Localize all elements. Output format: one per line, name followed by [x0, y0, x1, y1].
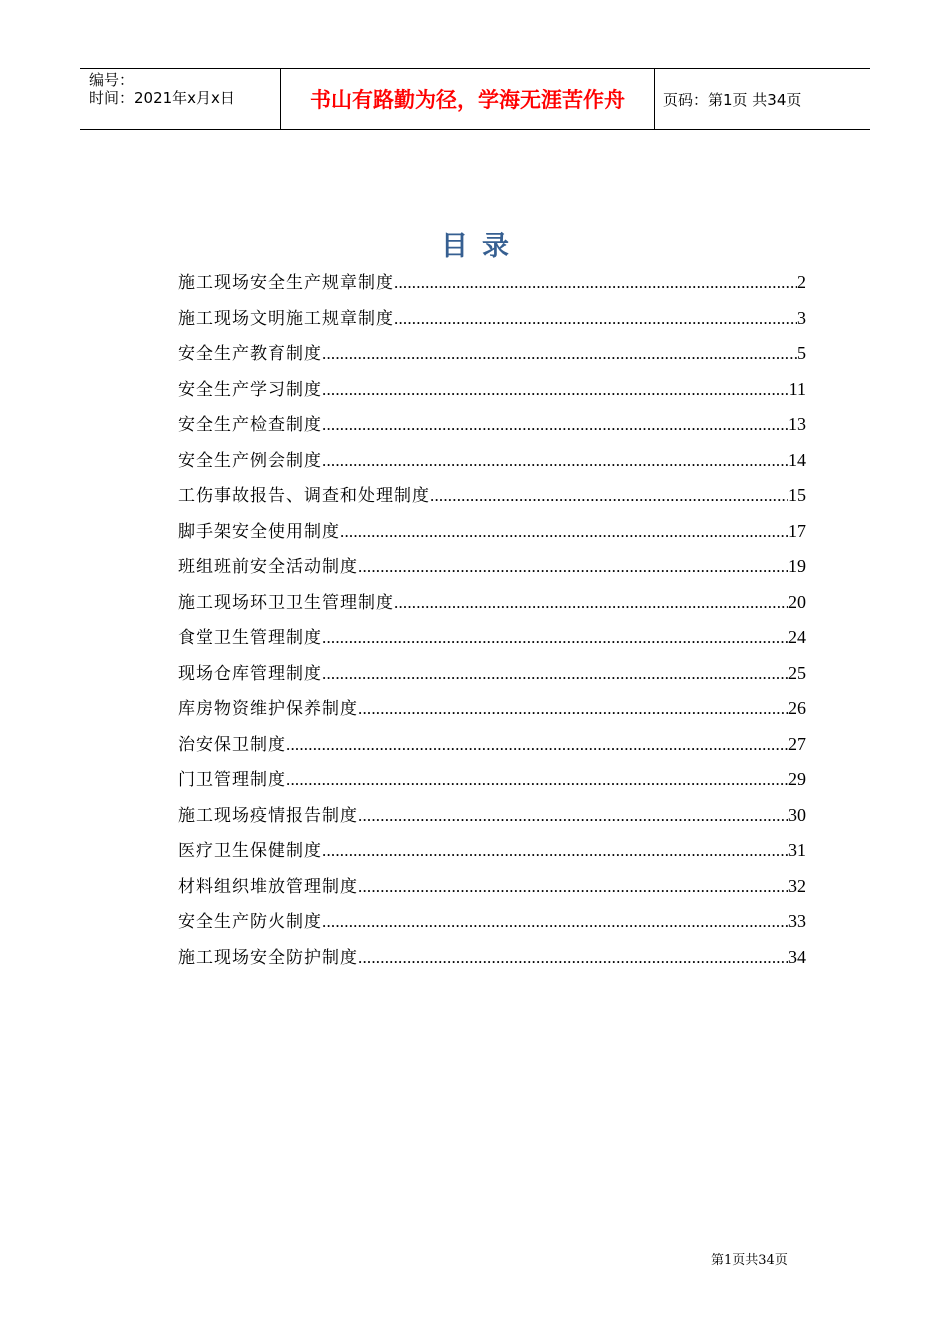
toc-entry-label: 施工现场疫情报告制度 — [178, 805, 358, 826]
toc-entry-label: 安全生产防火制度 — [178, 912, 322, 932]
toc-dot-leader — [286, 735, 788, 755]
toc-entry[interactable] — [178, 659, 806, 695]
toc-entry[interactable] — [178, 588, 806, 624]
toc-dot-leader — [322, 664, 788, 684]
toc-dot-leader — [322, 628, 788, 648]
toc-entry-page: 32 — [788, 875, 806, 896]
toc-entry-label: 库房物资维护保养制度 — [178, 699, 358, 719]
toc-entry-label: 脚手架安全使用制度 — [178, 521, 340, 542]
toc-dot-leader — [358, 806, 788, 826]
toc-entry[interactable] — [178, 623, 806, 659]
toc-entry-page: 5 — [797, 343, 806, 363]
toc-dot-leader — [322, 841, 788, 861]
toc-entry[interactable] — [178, 552, 806, 588]
toc-entry-label: 施工现场环卫卫生管理制度 — [178, 592, 394, 613]
toc-entry-page: 25 — [788, 662, 806, 683]
number-label: 编号： — [89, 71, 135, 89]
toc-entry-label: 治安保卫制度 — [178, 734, 286, 755]
toc-dot-leader — [322, 380, 789, 400]
toc-list — [178, 268, 806, 978]
toc-entry-label: 现场仓库管理制度 — [178, 663, 322, 684]
toc-entry-label: 安全生产学习制度 — [178, 379, 322, 400]
toc-dot-leader — [394, 273, 797, 293]
header-motto: 书山有路勤为径，学海无涯苦作舟 — [281, 69, 655, 129]
toc-entry-label: 食堂卫生管理制度 — [178, 628, 322, 648]
toc-entry-page: 17 — [788, 520, 806, 541]
toc-dot-leader — [322, 415, 788, 435]
header-page-info: 页码：第1页 共34页 — [663, 90, 802, 109]
toc-entry[interactable] — [178, 375, 806, 411]
toc-entry-page: 3 — [797, 307, 806, 328]
toc-dot-leader — [358, 699, 788, 719]
toc-entry[interactable] — [178, 765, 806, 801]
toc-entry[interactable] — [178, 304, 806, 340]
toc-entry-page: 33 — [788, 911, 806, 931]
toc-entry[interactable] — [178, 730, 806, 766]
toc-entry[interactable] — [178, 446, 806, 482]
toc-dot-leader — [394, 309, 797, 329]
toc-dot-leader — [394, 593, 788, 613]
toc-entry-label: 安全生产检查制度 — [178, 415, 322, 435]
toc-entry-page: 11 — [788, 378, 806, 399]
toc-entry[interactable] — [178, 872, 806, 908]
toc-entry[interactable] — [178, 517, 806, 553]
toc-entry-label: 班组班前安全活动制度 — [178, 557, 358, 577]
toc-entry[interactable] — [178, 907, 806, 943]
header-meta-cell — [80, 69, 281, 129]
toc-entry-page: 31 — [788, 840, 806, 860]
toc-entry-page: 14 — [788, 449, 806, 470]
toc-entry[interactable] — [178, 801, 806, 837]
toc-entry-page: 24 — [788, 627, 806, 647]
toc-entry[interactable] — [178, 836, 806, 872]
toc-entry-page: 19 — [788, 556, 806, 576]
toc-entry[interactable] — [178, 268, 806, 304]
toc-entry-page: 26 — [788, 698, 806, 718]
toc-entry-page: 30 — [788, 804, 806, 825]
toc-dot-leader — [322, 912, 788, 932]
toc-dot-leader — [358, 948, 788, 968]
footer-page-info: 第1页共34页 — [711, 1253, 788, 1268]
toc-entry-label: 施工现场安全生产规章制度 — [178, 273, 394, 293]
toc-entry-page: 2 — [797, 272, 806, 292]
toc-dot-leader — [286, 770, 788, 790]
toc-dot-leader — [340, 522, 788, 542]
toc-dot-leader — [322, 344, 797, 364]
toc-entry-page: 29 — [788, 769, 806, 789]
toc-entry-page: 20 — [788, 591, 806, 612]
toc-entry-label: 安全生产例会制度 — [178, 450, 322, 471]
toc-dot-leader — [322, 451, 788, 471]
toc-entry-label: 门卫管理制度 — [178, 770, 286, 790]
toc-dot-leader — [358, 557, 788, 577]
time-label: 时间：2021年x月x日 — [89, 89, 235, 107]
toc-entry[interactable] — [178, 694, 806, 730]
toc-entry-label: 材料组织堆放管理制度 — [178, 876, 358, 897]
toc-entry[interactable] — [178, 410, 806, 446]
toc-entry-label: 施工现场文明施工规章制度 — [178, 308, 394, 329]
toc-entry-page: 13 — [788, 414, 806, 434]
toc-entry-page: 27 — [788, 733, 806, 754]
document-header — [80, 68, 870, 130]
toc-entry-page: 15 — [788, 485, 806, 505]
toc-entry-label: 施工现场安全防护制度 — [178, 947, 358, 968]
toc-entry-label: 医疗卫生保健制度 — [178, 841, 322, 861]
toc-entry[interactable] — [178, 339, 806, 375]
toc-entry-label: 工伤事故报告、调查和处理制度 — [178, 486, 430, 506]
toc-dot-leader — [358, 877, 788, 897]
toc-dot-leader — [430, 486, 788, 506]
toc-entry[interactable] — [178, 481, 806, 517]
toc-title: 目录 — [441, 231, 523, 262]
toc-entry[interactable] — [178, 943, 806, 979]
toc-entry-page: 34 — [788, 946, 806, 967]
toc-entry-label: 安全生产教育制度 — [178, 344, 322, 364]
